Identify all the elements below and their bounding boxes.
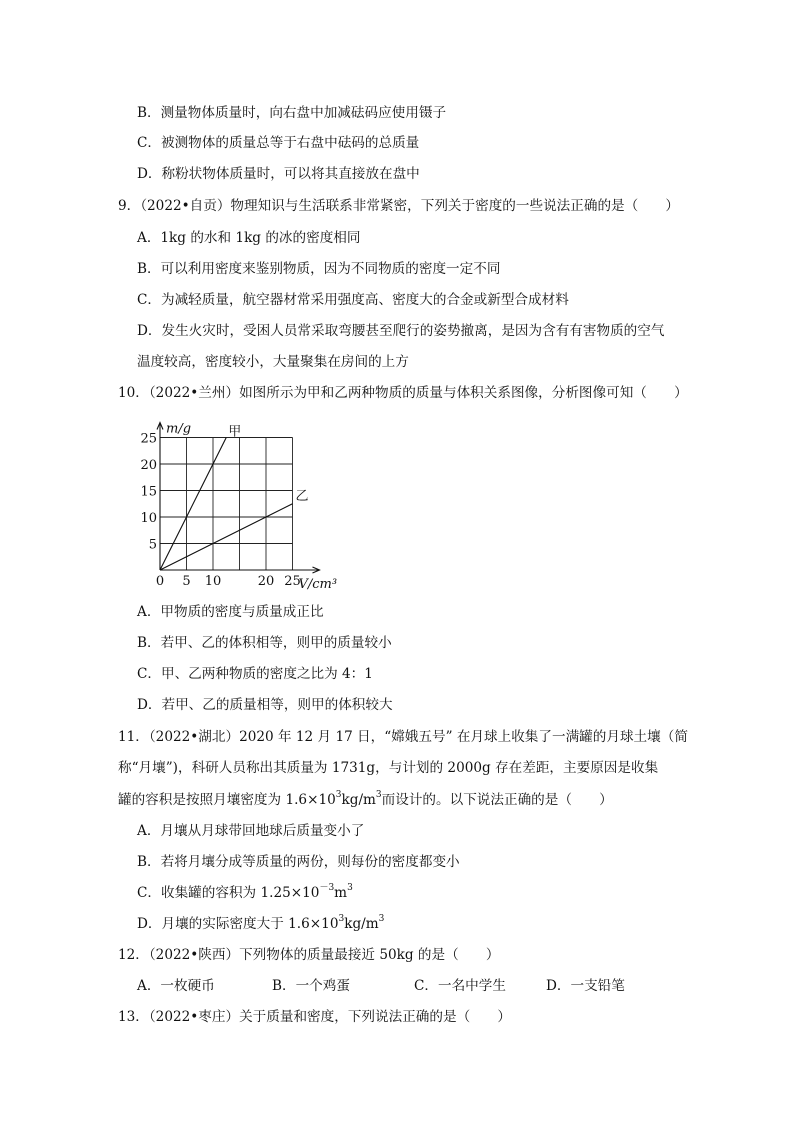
q9-option-d-line2: 温度较高，密度较小，大量聚集在房间的上方 bbox=[137, 354, 409, 370]
series-label-1: 甲 bbox=[228, 424, 242, 440]
q9-option-c: C．为减轻质量，航空器材常采用强度高、密度大的合金或新型合成材料 bbox=[137, 292, 569, 308]
y-axis-label: m/g bbox=[166, 421, 192, 437]
x-tick-label: 0 bbox=[155, 574, 165, 589]
x-tick-label: 20 bbox=[257, 574, 275, 589]
q11-stem-line2: 称“月壤”)，科研人员称出其质量为 1731g，与计划的 2000g 存在差距，主要原因是收集 bbox=[118, 760, 659, 776]
x-axis-label: V/cm³ bbox=[298, 577, 338, 590]
q9-stem: 9．（2022•自贡）物理知识与生活联系非常紧密，下列关于密度的一些说法正确的是（ ） bbox=[118, 198, 680, 214]
q10-option-d: D．若甲、乙的质量相等，则甲的体积较大 bbox=[137, 697, 393, 713]
x-tick-label: 5 bbox=[182, 574, 191, 589]
q8-option-c: C．被测物体的质量总等于右盘中砝码的总质量 bbox=[137, 135, 420, 151]
q11-option-c: C．收集罐的容积为 $1.25\times 10^{-3}m^3$ bbox=[137, 883, 353, 901]
q11-stem-line1: 11．（2022•湖北）2020 年 12 月 17 日，“嫦娥五号” 在月球上收集了一满罐的月球土壤（简 bbox=[118, 729, 688, 745]
q10-option-b: B．若甲、乙的体积相等，则甲的质量较小 bbox=[137, 635, 392, 651]
series-line-2 bbox=[160, 504, 293, 570]
q12-stem: 12．（2022•陕西）下列物体的质量最接近 50kg 的是（ ） bbox=[118, 947, 500, 963]
chart-series bbox=[160, 438, 293, 571]
q9-option-d-line1: D．发生火灾时，受困人员常采取弯腰甚至爬行的姿势撤离，是因为含有有害物质的空气 bbox=[137, 323, 665, 339]
q11-option-a: A．月壤从月球带回地球后质量变小了 bbox=[137, 823, 365, 839]
q12-option-b: B．一个鸡蛋 bbox=[272, 978, 350, 994]
chart-grid bbox=[160, 438, 293, 571]
q12-option-d: D．一支铅笔 bbox=[546, 978, 625, 994]
series-line-1 bbox=[160, 438, 226, 571]
q13-stem: 13．（2022•枣庄）关于质量和密度，下列说法正确的是（ ） bbox=[118, 1009, 511, 1025]
q8-option-d: D．称粉状物体质量时，可以将其直接放在盘中 bbox=[137, 166, 420, 182]
y-tick-label: 5 bbox=[148, 537, 157, 553]
q11-stem-line3: 罐的容积是按照月壤密度为 $1.6\times 10^3kg/m^3$而设计的。以下说法正确的是（ ） bbox=[118, 790, 613, 808]
q11-option-b: B．若将月壤分成等质量的两份，则每份的密度都变小 bbox=[137, 854, 460, 870]
y-tick-label: 15 bbox=[140, 484, 157, 500]
q12-option-c: C．一名中学生 bbox=[414, 978, 506, 994]
q12-option-a: A．一枚硬币 bbox=[137, 978, 215, 994]
x-tick-label: 10 bbox=[204, 574, 222, 589]
mass-volume-chart bbox=[138, 418, 368, 590]
q10-stem: 10．（2022•兰州）如图所示为甲和乙两种物质的质量与体积关系图像，分析图像可知（ ） bbox=[118, 385, 688, 401]
y-tick-label: 10 bbox=[140, 511, 157, 526]
x-tick-label: 25 bbox=[284, 574, 301, 589]
q9-option-a: A．1kg 的水和 1kg 的冰的密度相同 bbox=[137, 230, 361, 246]
y-tick-label: 20 bbox=[140, 458, 157, 473]
series-label-2: 乙 bbox=[295, 488, 309, 504]
q10-option-a: A．甲物质的密度与质量成正比 bbox=[137, 604, 324, 620]
q10-option-c: C．甲、乙两种物质的密度之比为 4：1 bbox=[137, 666, 373, 682]
y-tick-label: 25 bbox=[140, 431, 157, 447]
q8-option-b: B．测量物体质量时，向右盘中加减砝码应使用镊子 bbox=[137, 105, 447, 121]
q11-option-d: D．月壤的实际密度大于 $1.6\times 10^3kg/m^3$ bbox=[137, 914, 385, 932]
q9-option-b: B．可以利用密度来鉴别物质，因为不同物质的密度一定不同 bbox=[137, 261, 501, 277]
